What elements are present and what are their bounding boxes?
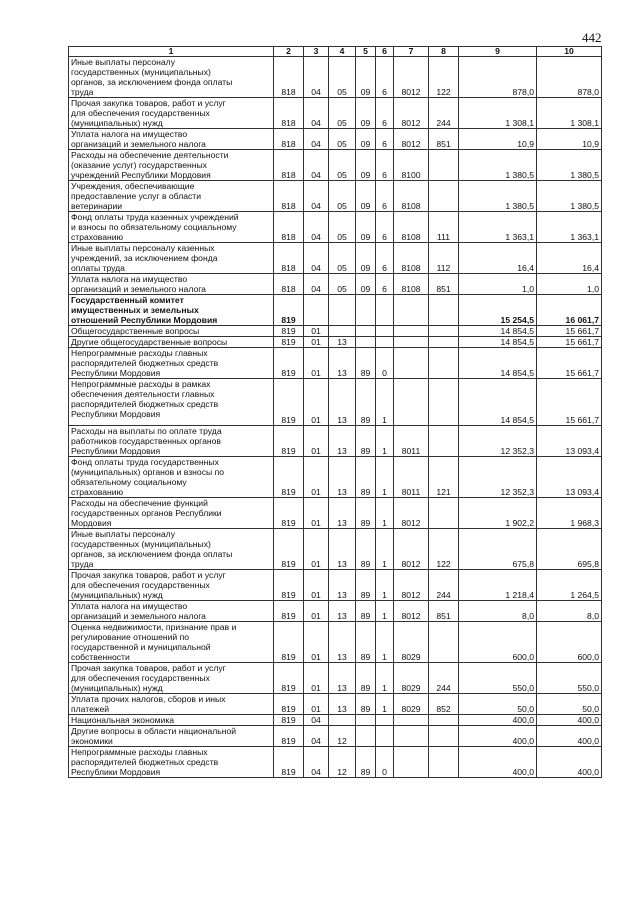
code-cell: 819 [274, 715, 304, 726]
table-row [69, 663, 602, 694]
code-cell: 89 [356, 570, 376, 601]
code-cell: 13 [329, 348, 356, 379]
code-cell: 09 [356, 129, 376, 150]
code-cell: 6 [376, 98, 394, 129]
code-cell: 819 [274, 348, 304, 379]
amount-cell: 16,4 [537, 243, 602, 274]
code-cell: 04 [304, 243, 329, 274]
code-cell: 819 [274, 663, 304, 694]
code-cell: 112 [429, 243, 459, 274]
amount-cell: 15 661,7 [537, 379, 602, 426]
row-name-cell: Общегосударственные вопросы [69, 326, 274, 337]
amount-cell: 1 264,5 [537, 570, 602, 601]
amount-cell: 1 218,4 [459, 570, 537, 601]
table-row [69, 426, 602, 457]
code-cell: 8011 [394, 457, 429, 498]
table-row [69, 326, 602, 337]
row-name-cell: Уплата прочих налогов, сборов и иных платежей [69, 694, 274, 715]
row-name-cell: Другие общегосударственные вопросы [69, 337, 274, 348]
amount-cell: 8,0 [459, 601, 537, 622]
code-cell: 818 [274, 181, 304, 212]
code-cell: 851 [429, 129, 459, 150]
code-cell: 13 [329, 498, 356, 529]
code-cell [329, 295, 356, 326]
code-cell [376, 715, 394, 726]
code-cell: 09 [356, 98, 376, 129]
code-cell: 6 [376, 150, 394, 181]
code-cell: 244 [429, 663, 459, 694]
code-cell: 819 [274, 726, 304, 747]
amount-cell: 878,0 [459, 57, 537, 98]
code-cell [429, 622, 459, 663]
code-cell: 819 [274, 622, 304, 663]
code-cell: 818 [274, 274, 304, 295]
code-cell: 818 [274, 57, 304, 98]
code-cell: 89 [356, 622, 376, 663]
code-cell [394, 295, 429, 326]
code-cell: 8029 [394, 694, 429, 715]
table-row [69, 57, 602, 98]
row-name-cell: Прочая закупка товаров, работ и услуг для обеспечения государственных (муниципальных) нужд [69, 663, 274, 694]
code-cell: 8012 [394, 129, 429, 150]
code-cell [394, 379, 429, 426]
code-cell: 1 [376, 457, 394, 498]
code-cell: 01 [304, 337, 329, 348]
row-name-cell: Фонд оплаты труда казенных учреждений и взносы по обязательному социальному страхованию [69, 212, 274, 243]
code-cell [429, 326, 459, 337]
code-cell: 09 [356, 212, 376, 243]
code-cell [376, 726, 394, 747]
amount-cell: 10,9 [459, 129, 537, 150]
row-name-cell: Непрограммные расходы в рамках обеспечения деятельности главных распорядителей бюджетных средств Республики Мордовия [69, 379, 274, 426]
code-cell: 1 [376, 622, 394, 663]
code-cell: 6 [376, 129, 394, 150]
code-cell: 852 [429, 694, 459, 715]
code-cell: 6 [376, 181, 394, 212]
code-cell: 244 [429, 570, 459, 601]
code-cell: 04 [304, 129, 329, 150]
code-cell: 819 [274, 747, 304, 778]
code-cell: 121 [429, 457, 459, 498]
amount-cell: 550,0 [459, 663, 537, 694]
code-cell: 819 [274, 426, 304, 457]
code-cell: 6 [376, 212, 394, 243]
code-cell: 111 [429, 212, 459, 243]
code-cell [356, 337, 376, 348]
row-name-cell: Фонд оплаты труда государственных (муниципальных) органов и взносы по обязательному социальному страхованию [69, 457, 274, 498]
row-name-cell: Непрограммные расходы главных распорядителей бюджетных средств Республики Мордовия [69, 747, 274, 778]
code-cell: 13 [329, 663, 356, 694]
code-cell: 818 [274, 98, 304, 129]
code-cell: 01 [304, 601, 329, 622]
row-name-cell: Прочая закупка товаров, работ и услуг для обеспечения государственных (муниципальных) нужд [69, 98, 274, 129]
amount-cell: 1 380,5 [459, 150, 537, 181]
code-cell: 8012 [394, 570, 429, 601]
code-cell: 13 [329, 457, 356, 498]
code-cell: 04 [304, 726, 329, 747]
code-cell [376, 295, 394, 326]
table-row [69, 212, 602, 243]
amount-cell: 16 061,7 [537, 295, 602, 326]
code-cell: 89 [356, 663, 376, 694]
row-name-cell: Расходы на обеспечение функций государственных органов Республики Мордовия [69, 498, 274, 529]
code-cell: 0 [376, 348, 394, 379]
amount-cell: 16,4 [459, 243, 537, 274]
code-cell: 13 [329, 379, 356, 426]
code-cell: 1 [376, 498, 394, 529]
code-cell: 8108 [394, 181, 429, 212]
amount-cell: 1 902,2 [459, 498, 537, 529]
code-cell: 8108 [394, 212, 429, 243]
column-header: 9 [459, 47, 537, 57]
table-row [69, 747, 602, 778]
code-cell [394, 337, 429, 348]
code-cell: 09 [356, 150, 376, 181]
table-row [69, 181, 602, 212]
row-name-cell: Учреждения, обеспечивающие предоставление услуг в области ветеринарии [69, 181, 274, 212]
code-cell [429, 150, 459, 181]
code-cell: 8011 [394, 426, 429, 457]
amount-cell: 400,0 [459, 715, 537, 726]
code-cell: 1 [376, 426, 394, 457]
code-cell: 89 [356, 426, 376, 457]
code-cell: 818 [274, 150, 304, 181]
code-cell: 01 [304, 498, 329, 529]
amount-cell: 1 308,1 [459, 98, 537, 129]
code-cell: 13 [329, 337, 356, 348]
row-name-cell: Другие вопросы в области национальной экономики [69, 726, 274, 747]
code-cell: 04 [304, 181, 329, 212]
code-cell [329, 715, 356, 726]
code-cell: 13 [329, 570, 356, 601]
code-cell: 1 [376, 570, 394, 601]
table-row [69, 529, 602, 570]
row-name-cell: Оценка недвижимости, признание прав и регулирование отношений по государственной и муниципальной собственности [69, 622, 274, 663]
table-row [69, 457, 602, 498]
code-cell: 819 [274, 570, 304, 601]
code-cell: 04 [304, 274, 329, 295]
amount-cell: 675,8 [459, 529, 537, 570]
column-header: 8 [429, 47, 459, 57]
table-row [69, 601, 602, 622]
code-cell: 09 [356, 57, 376, 98]
code-cell: 819 [274, 601, 304, 622]
code-cell [429, 426, 459, 457]
amount-cell: 1 968,3 [537, 498, 602, 529]
row-name-cell: Уплата налога на имущество организаций и земельного налога [69, 129, 274, 150]
code-cell: 04 [304, 150, 329, 181]
code-cell [394, 326, 429, 337]
row-name-cell: Уплата налога на имущество организаций и земельного налога [69, 601, 274, 622]
code-cell [356, 715, 376, 726]
amount-cell: 1 380,5 [459, 181, 537, 212]
amount-cell: 1,0 [459, 274, 537, 295]
column-header: 5 [356, 47, 376, 57]
code-cell: 1 [376, 694, 394, 715]
amount-cell: 1 363,1 [459, 212, 537, 243]
header-row [69, 47, 602, 57]
code-cell [356, 295, 376, 326]
code-cell: 05 [329, 98, 356, 129]
row-name-cell: Национальная экономика [69, 715, 274, 726]
code-cell: 819 [274, 694, 304, 715]
code-cell: 05 [329, 129, 356, 150]
amount-cell: 14 854,5 [459, 326, 537, 337]
code-cell [429, 726, 459, 747]
code-cell: 818 [274, 212, 304, 243]
code-cell [356, 726, 376, 747]
code-cell: 819 [274, 498, 304, 529]
code-cell: 819 [274, 529, 304, 570]
amount-cell: 400,0 [537, 747, 602, 778]
code-cell: 8108 [394, 274, 429, 295]
code-cell: 6 [376, 57, 394, 98]
code-cell: 01 [304, 326, 329, 337]
row-name-cell: Непрограммные расходы главных распорядителей бюджетных средств Республики Мордовия [69, 348, 274, 379]
code-cell: 89 [356, 694, 376, 715]
table-row [69, 622, 602, 663]
row-name-cell: Прочая закупка товаров, работ и услуг для обеспечения государственных (муниципальных) нужд [69, 570, 274, 601]
code-cell: 05 [329, 57, 356, 98]
code-cell: 819 [274, 337, 304, 348]
column-header: 3 [304, 47, 329, 57]
code-cell: 13 [329, 529, 356, 570]
row-name-cell: Уплата налога на имущество организаций и земельного налога [69, 274, 274, 295]
row-name-cell: Иные выплаты персоналу казенных учреждений, за исключением фонда оплаты труда [69, 243, 274, 274]
code-cell [329, 326, 356, 337]
code-cell [394, 747, 429, 778]
code-cell: 819 [274, 379, 304, 426]
amount-cell: 8,0 [537, 601, 602, 622]
table-row [69, 295, 602, 326]
code-cell: 89 [356, 498, 376, 529]
code-cell: 01 [304, 694, 329, 715]
code-cell: 8029 [394, 663, 429, 694]
code-cell [394, 348, 429, 379]
code-cell: 05 [329, 274, 356, 295]
page-number: 442 [582, 30, 602, 45]
code-cell: 09 [356, 274, 376, 295]
code-cell: 6 [376, 274, 394, 295]
code-cell [429, 747, 459, 778]
table-row [69, 498, 602, 529]
code-cell: 8108 [394, 243, 429, 274]
amount-cell: 600,0 [459, 622, 537, 663]
code-cell: 0 [376, 747, 394, 778]
column-header: 7 [394, 47, 429, 57]
row-name-cell: Иные выплаты персоналу государственных (муниципальных) органов, за исключением фонда оплаты труда [69, 529, 274, 570]
row-name-cell: Расходы на выплаты по оплате труда работников государственных органов Республики Мордовия [69, 426, 274, 457]
code-cell: 8012 [394, 601, 429, 622]
code-cell: 01 [304, 426, 329, 457]
amount-cell: 14 854,5 [459, 337, 537, 348]
code-cell: 244 [429, 98, 459, 129]
code-cell: 09 [356, 243, 376, 274]
column-header: 6 [376, 47, 394, 57]
code-cell: 01 [304, 529, 329, 570]
amount-cell: 14 854,5 [459, 348, 537, 379]
amount-cell: 15 661,7 [537, 326, 602, 337]
code-cell: 8012 [394, 529, 429, 570]
table-row [69, 129, 602, 150]
budget-table [68, 46, 602, 778]
code-cell: 818 [274, 243, 304, 274]
amount-cell: 878,0 [537, 57, 602, 98]
amount-cell: 15 254,5 [459, 295, 537, 326]
code-cell [376, 326, 394, 337]
code-cell: 13 [329, 622, 356, 663]
amount-cell: 1 308,1 [537, 98, 602, 129]
code-cell: 89 [356, 348, 376, 379]
code-cell: 01 [304, 663, 329, 694]
code-cell: 819 [274, 326, 304, 337]
code-cell: 819 [274, 295, 304, 326]
code-cell: 05 [329, 212, 356, 243]
code-cell: 01 [304, 622, 329, 663]
code-cell: 122 [429, 529, 459, 570]
code-cell: 8012 [394, 498, 429, 529]
code-cell: 818 [274, 129, 304, 150]
amount-cell: 695,8 [537, 529, 602, 570]
amount-cell: 400,0 [537, 715, 602, 726]
code-cell: 851 [429, 274, 459, 295]
table-row [69, 348, 602, 379]
code-cell: 13 [329, 426, 356, 457]
row-name-cell: Расходы на обеспечение деятельности (оказание услуг) государственных учреждений Республики Мордовия [69, 150, 274, 181]
code-cell [429, 379, 459, 426]
amount-cell: 12 352,3 [459, 426, 537, 457]
code-cell [356, 326, 376, 337]
amount-cell: 600,0 [537, 622, 602, 663]
code-cell: 8029 [394, 622, 429, 663]
amount-cell: 12 352,3 [459, 457, 537, 498]
code-cell: 01 [304, 570, 329, 601]
code-cell: 04 [304, 747, 329, 778]
column-header: 10 [537, 47, 602, 57]
column-header: 2 [274, 47, 304, 57]
amount-cell: 1 380,5 [537, 150, 602, 181]
code-cell [429, 337, 459, 348]
code-cell: 819 [274, 457, 304, 498]
code-cell: 1 [376, 601, 394, 622]
amount-cell: 1,0 [537, 274, 602, 295]
amount-cell: 400,0 [537, 726, 602, 747]
amount-cell: 400,0 [459, 747, 537, 778]
table-row [69, 379, 602, 426]
amount-cell: 15 661,7 [537, 348, 602, 379]
column-header: 1 [69, 47, 274, 57]
code-cell [394, 726, 429, 747]
table-row [69, 694, 602, 715]
code-cell: 89 [356, 529, 376, 570]
code-cell: 851 [429, 601, 459, 622]
row-name-cell: Государственный комитет имущественных и земельных отношений Республики Мордовия [69, 295, 274, 326]
code-cell: 89 [356, 601, 376, 622]
amount-cell: 550,0 [537, 663, 602, 694]
code-cell [376, 337, 394, 348]
code-cell [394, 715, 429, 726]
code-cell [429, 715, 459, 726]
table-row [69, 243, 602, 274]
code-cell: 1 [376, 663, 394, 694]
amount-cell: 1 363,1 [537, 212, 602, 243]
column-header: 4 [329, 47, 356, 57]
table-row [69, 150, 602, 181]
code-cell: 12 [329, 726, 356, 747]
code-cell [304, 295, 329, 326]
amount-cell: 50,0 [537, 694, 602, 715]
code-cell: 04 [304, 98, 329, 129]
code-cell: 05 [329, 150, 356, 181]
code-cell: 8100 [394, 150, 429, 181]
code-cell: 05 [329, 243, 356, 274]
code-cell [429, 498, 459, 529]
code-cell: 04 [304, 715, 329, 726]
amount-cell: 15 661,7 [537, 337, 602, 348]
code-cell: 01 [304, 348, 329, 379]
code-cell: 89 [356, 379, 376, 426]
table-row [69, 715, 602, 726]
amount-cell: 400,0 [459, 726, 537, 747]
row-name-cell: Иные выплаты персоналу государственных (муниципальных) органов, за исключением фонда оплаты труда [69, 57, 274, 98]
code-cell: 1 [376, 379, 394, 426]
code-cell: 89 [356, 747, 376, 778]
table-row [69, 570, 602, 601]
code-cell [429, 295, 459, 326]
code-cell: 6 [376, 243, 394, 274]
table-body [69, 57, 602, 778]
code-cell: 01 [304, 379, 329, 426]
table-row [69, 726, 602, 747]
amount-cell: 50,0 [459, 694, 537, 715]
amount-cell: 10,9 [537, 129, 602, 150]
table-row [69, 337, 602, 348]
amount-cell: 14 854,5 [459, 379, 537, 426]
amount-cell: 13 093,4 [537, 426, 602, 457]
code-cell: 09 [356, 181, 376, 212]
code-cell: 1 [376, 529, 394, 570]
code-cell: 12 [329, 747, 356, 778]
code-cell: 122 [429, 57, 459, 98]
code-cell: 89 [356, 457, 376, 498]
code-cell: 05 [329, 181, 356, 212]
table-row [69, 98, 602, 129]
code-cell: 13 [329, 694, 356, 715]
code-cell [429, 348, 459, 379]
code-cell [429, 181, 459, 212]
amount-cell: 1 380,5 [537, 181, 602, 212]
code-cell: 8012 [394, 57, 429, 98]
amount-cell: 13 093,4 [537, 457, 602, 498]
code-cell: 13 [329, 601, 356, 622]
code-cell: 01 [304, 457, 329, 498]
code-cell: 04 [304, 212, 329, 243]
code-cell: 04 [304, 57, 329, 98]
code-cell: 8012 [394, 98, 429, 129]
table-row [69, 274, 602, 295]
